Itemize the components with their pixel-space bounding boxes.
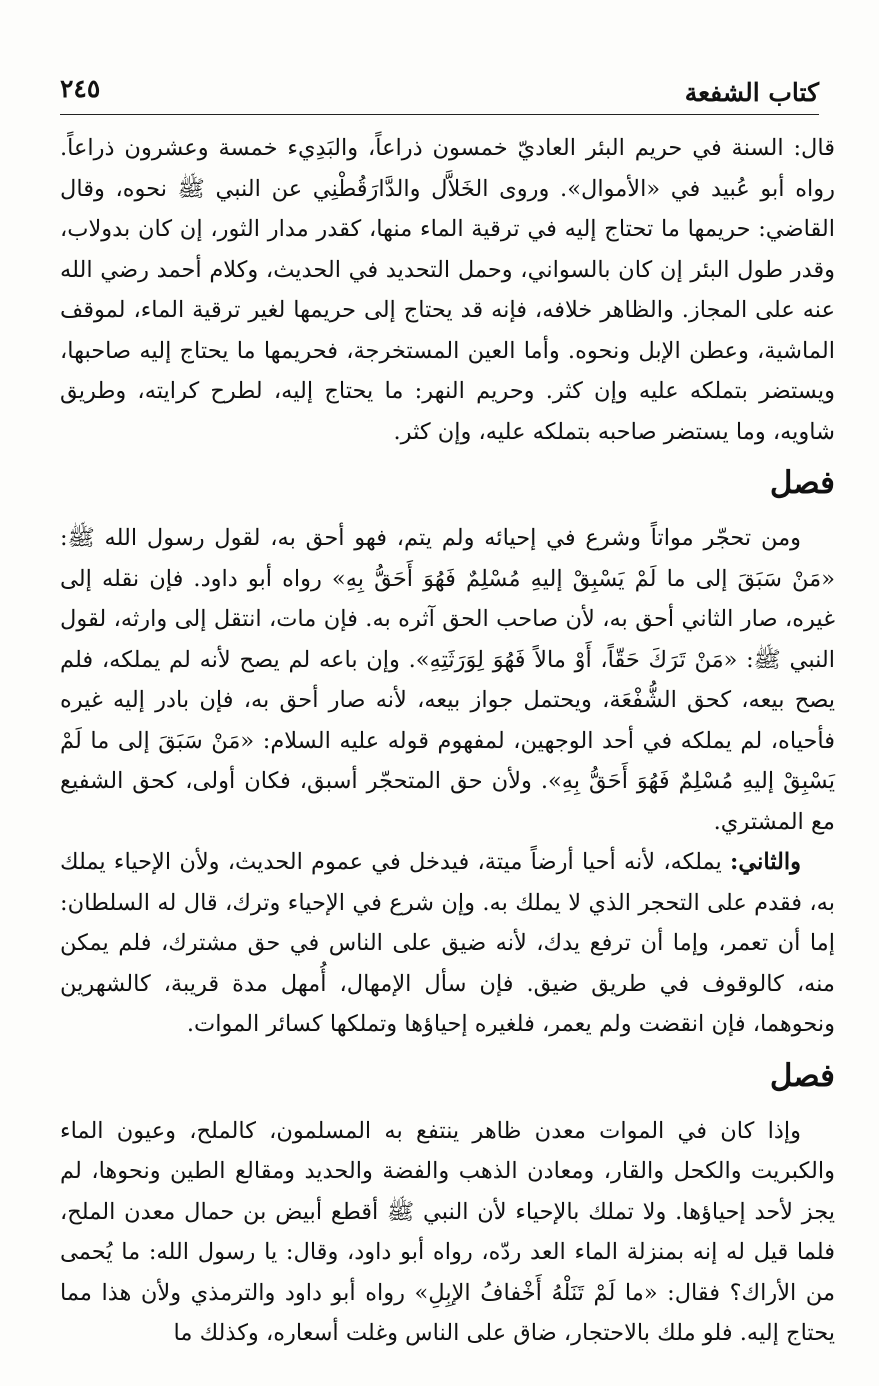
page-number: ٢٤٥ — [60, 74, 101, 103]
paragraph: ومن تحجّر مواتاً وشرع في إحيائه ولم يتم، فهو أحق به، لقول رسول الله ﷺ: «مَنْ سَبَقَ إلى ما لَمْ يَسْبِقْ إليهِ مُسْلِمٌ فَهُوَ أَحَقُّ بِهِ» رواه أبو داود. فإن نقله إلى غيره، صار الثاني أحق به، لأن صاحب الحق آثره به. فإن مات، انتقل إلى وارثه، لقول النبي ﷺ: «مَنْ تَرَكَ حَقّاً، أَوْ مالاً فَهُوَ لِوَرَثَتِهِ». وإن باعه لم يصح لأنه لم يملكه، فلم يصح بيعه، كحق الشُّفْعَة، ويحتمل جواز بيعه، لأنه صار أحق به، فإن بادر إليه غيره فأحياه، لم يملكه في أحد الوجهين، لمفهوم قوله عليه السلام: «مَنْ سَبَقَ إلى ما لَمْ يَسْبِقْ إليهِ مُسْلِمٌ فَهُوَ أَحَقُّ بِهِ». ولأن حق المتحجّر أسبق، فكان أولى، كحق الشفيع مع المشتري. — [60, 525, 835, 835]
paragraph-lead: والثاني: — [730, 849, 801, 875]
page-header — [60, 64, 819, 115]
section-heading: فصل — [769, 465, 835, 501]
page-body — [60, 128, 835, 1354]
paragraph — [60, 842, 835, 1045]
running-title: كتاب الشفعة — [684, 78, 819, 107]
paragraph-text: يملكه، لأنه أحيا أرضاً ميتة، فيدخل في عموم الحديث، ولأن الإحياء يملك به، فقدم على التحجر الذي لا يملك به. وإن شرع في الإحياء وترك، قال له السلطان: إما أن تعمر، وإما أن ترفع يدك، لأنه ضيق على الناس في حق مشترك، فلم يمكن منه، كالوقوف في طريق ضيق. فإن سأل الإمهال، أُمهل مدة قريبة، كالشهرين ونحوهما، فإن انقضت ولم يعمر، فلغيره إحياؤها وتملكها كسائر الموات. — [60, 849, 835, 1037]
paragraph: قال: السنة في حريم البئر العاديّ خمسون ذراعاً، والبَدِيء خمسة وعشرون ذراعاً. رواه أبو عُبيد في «الأموال». وروى الخَلاَّل والدَّارَقُطْنِي عن النبي ﷺ نحوه، وقال القاضي: حريمها ما تحتاج إليه في ترقية الماء منها، كقدر مدار الثور، إن كان بدولاب، وقدر طول البئر إن كان بالسواني، وحمل التحديد في الحديث، وكلام أحمد رضي الله عنه على المجاز. والظاهر خلافه، فإنه قد يحتاج إلى حريمها لغير ترقية الماء، لموقف الماشية، وعطن الإبل ونحوه. وأما العين المستخرجة، فحريمها ما يحتاج إليه صاحبها، ويستضر بتملكه عليه وإن كثر. وحريم النهر: ما يحتاج إليه، لطرح كرايته، وطريق شاويه، وما يستضر صاحبه بتملكه عليه، وإن كثر. — [60, 135, 835, 445]
paragraph: وإذا كان في الموات معدن ظاهر ينتفع به المسلمون، كالملح، وعيون الماء والكبريت والكحل والقار، ومعادن الذهب والفضة والحديد ومقالع الطين ونحوها، لم يجز لأحد إحياؤها. ولا تملك بالإحياء لأن النبي ﷺ أقطع أبيض بن حمال معدن الملح، فلما قيل له إنه بمنزلة الماء العد ردّه، رواه أبو داود، وقال: يا رسول الله: ما يُحمى من الأراك؟ فقال: «ما لَمْ تَنَلْهُ أَخْفافُ الإبِلِ» رواه أبو داود والترمذي ولأن هذا مما يحتاج إليه. فلو ملك بالاحتجار، ضاق على الناس وغلت أسعاره، وكذلك ما — [60, 1117, 835, 1346]
section-heading: فصل — [769, 1057, 835, 1094]
